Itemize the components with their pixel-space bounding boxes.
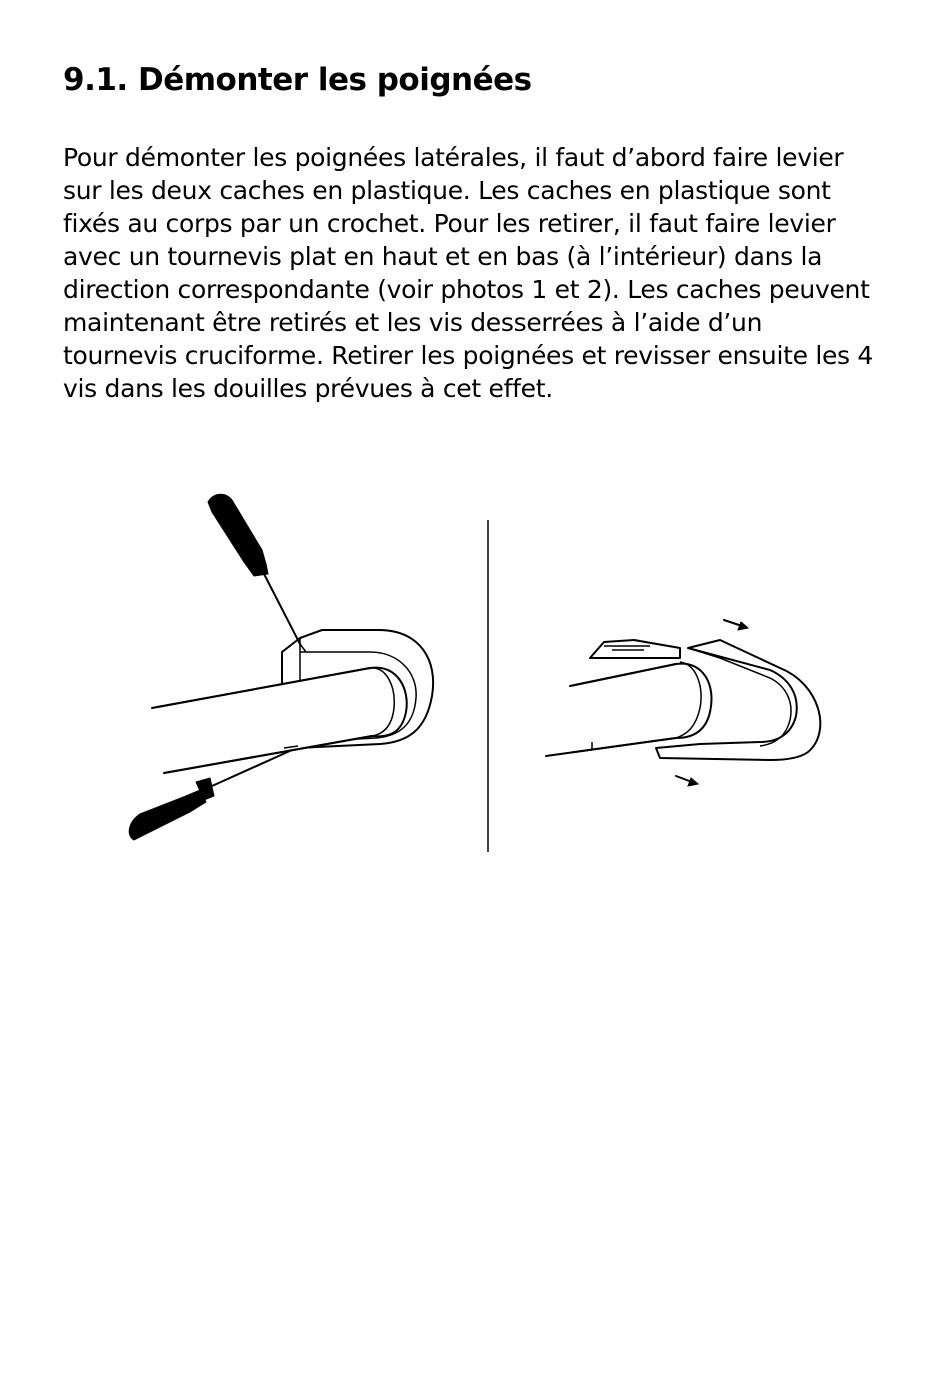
handle-base: [590, 640, 680, 658]
handle-tube: [152, 668, 407, 773]
screwdriver-icon: [208, 494, 306, 652]
section-title: 9.1. Démonter les poignées: [63, 62, 532, 98]
illustration-area: [0, 480, 950, 870]
illustration-svg: [0, 480, 950, 870]
figure-cap-removed: [536, 620, 820, 786]
figure-pry-off-cap: [129, 494, 433, 840]
arrow-right-icon: [676, 776, 698, 786]
arrow-right-icon: [724, 620, 748, 630]
section-body-text: Pour démonter les poignées latérales, il faut d’abord faire levier sur les deux caches en plastique. Les caches en plastique sont fixés au corps par un crochet. Pour les retirer, il faut faire levier avec un tournevis plat en haut et en bas (à l’intérieur) dans la direction correspondante (voir photos 1 et 2). Les caches peuvent maintenant être retirés et les vis desserrées à l’aide d’un tournevis cruciforme. Retirer les poignées et revisser ensuite les 4 vis dans les douilles prévues à cet effet.: [63, 143, 874, 403]
